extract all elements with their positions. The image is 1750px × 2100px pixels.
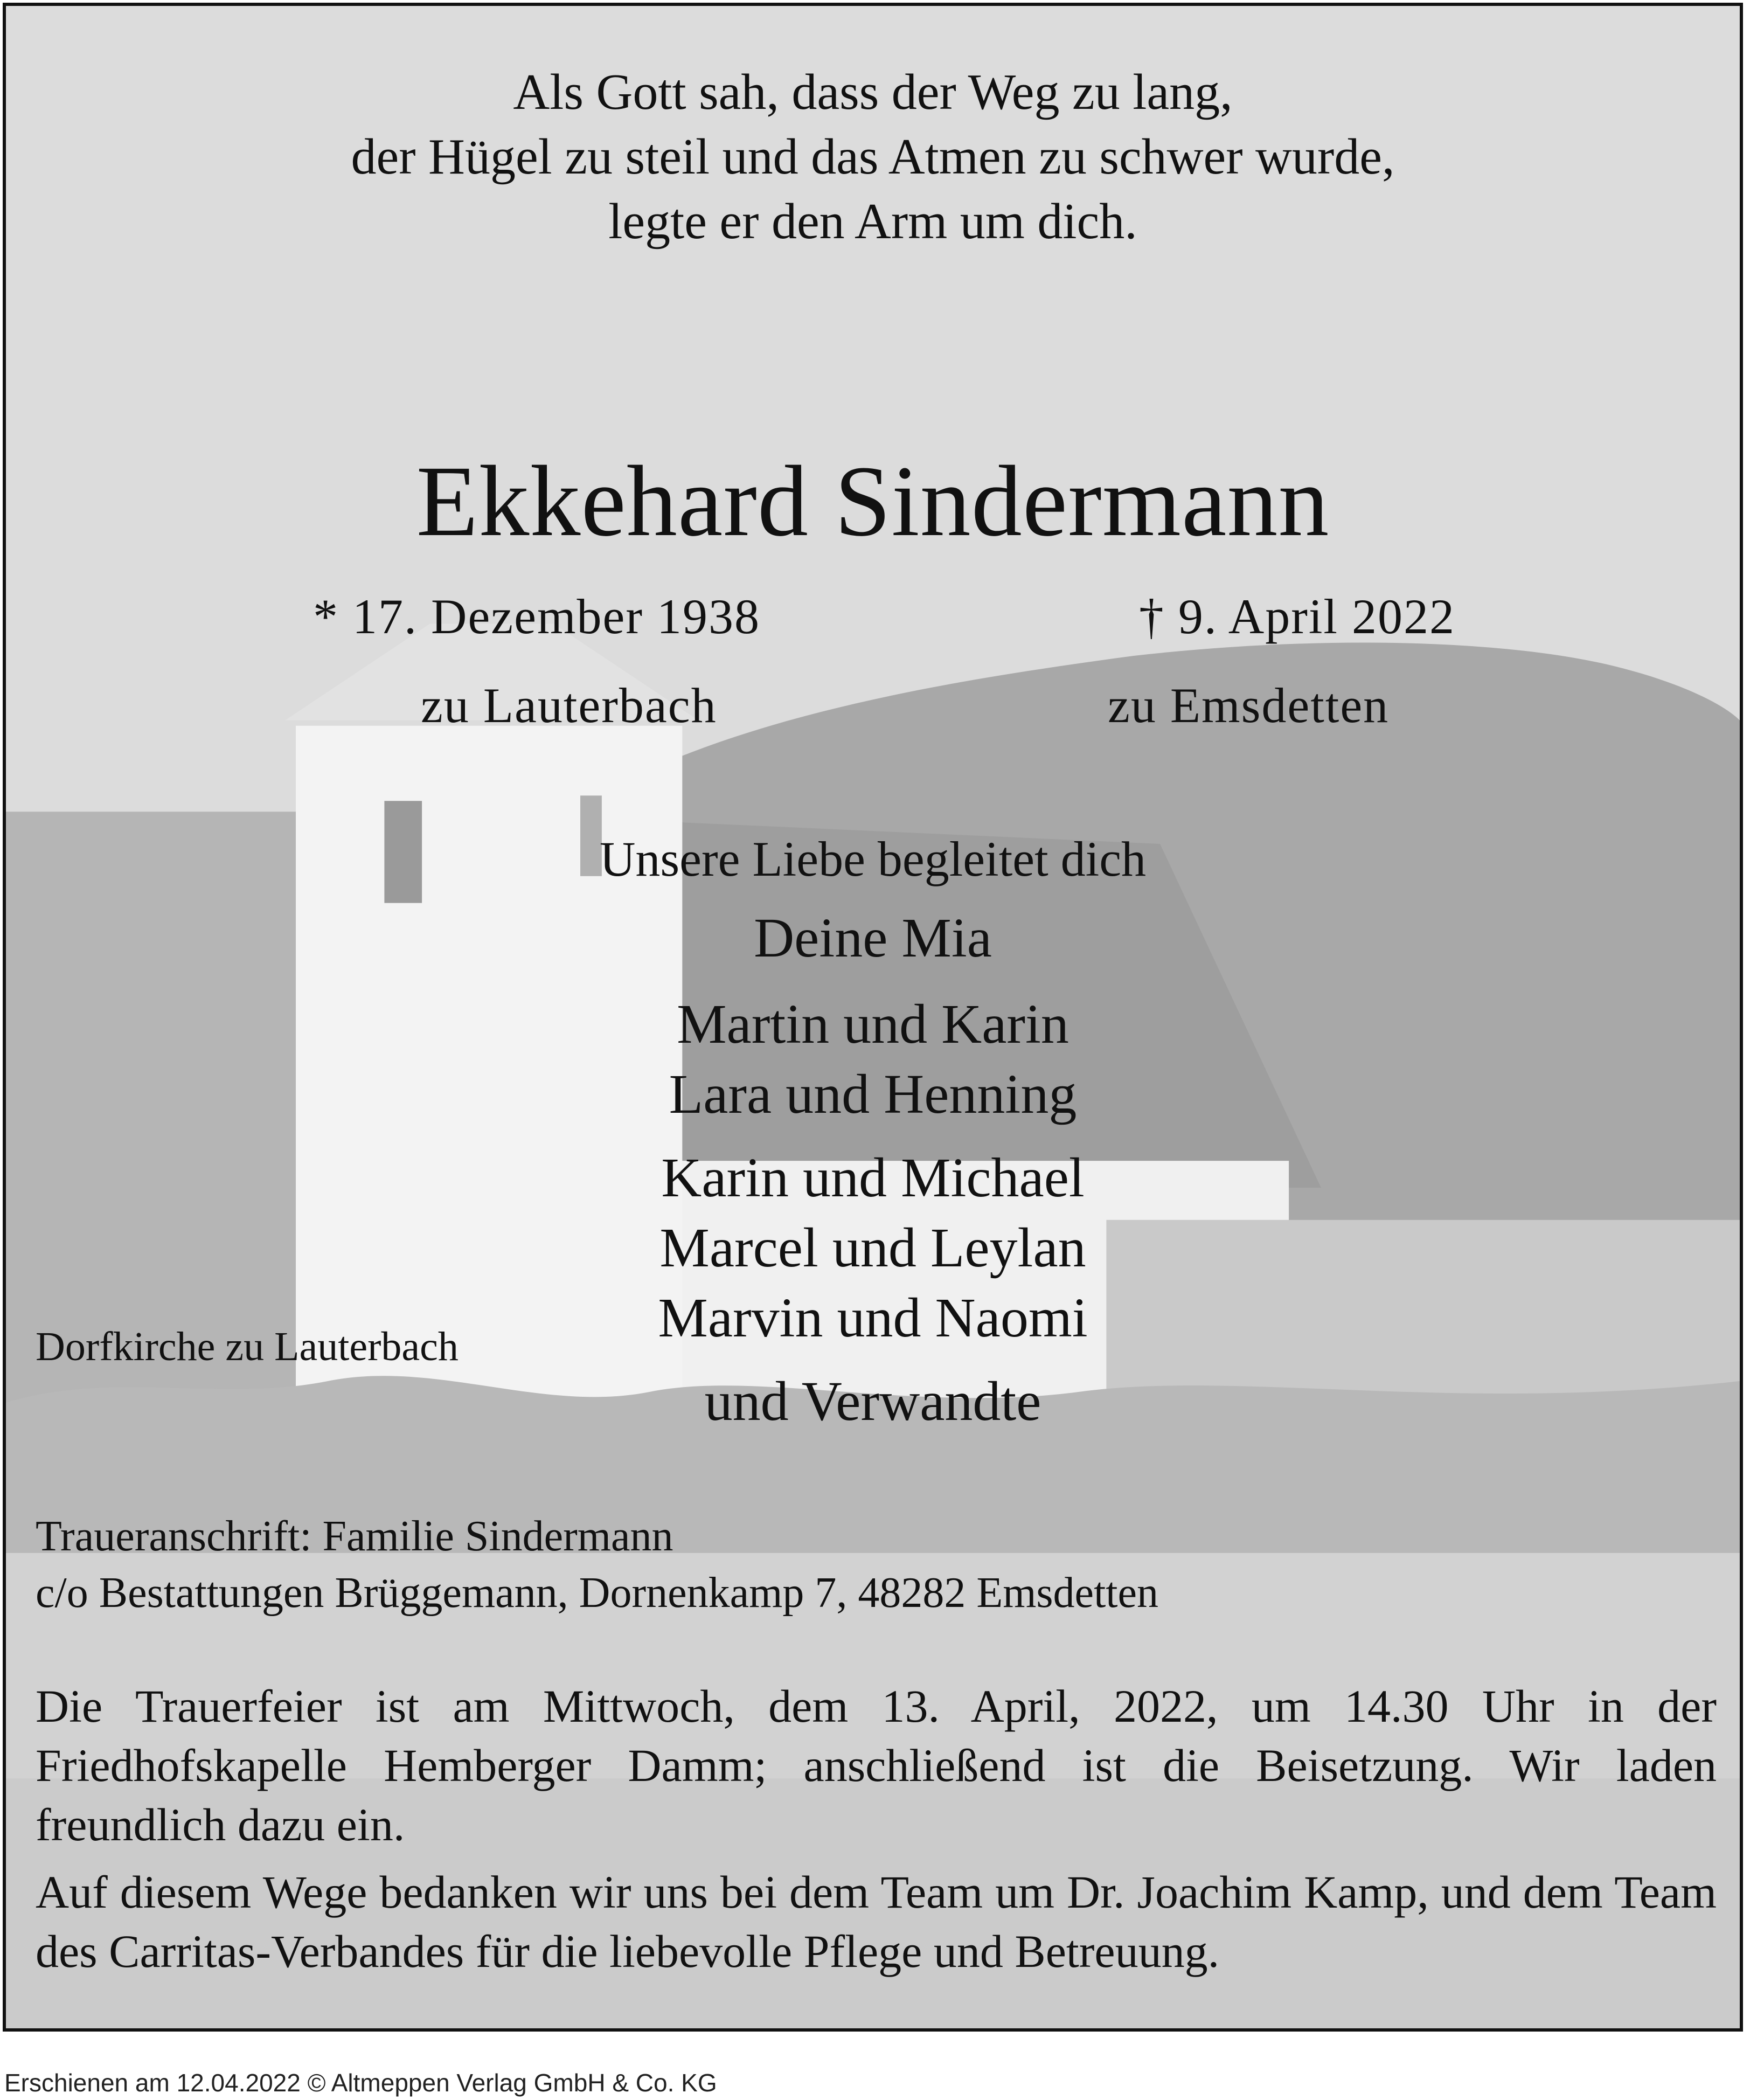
- obituary-notice: [3, 3, 1743, 2032]
- mourner-line: Lara und Henning: [669, 1063, 1077, 1125]
- death-date: † 9. April 2022: [1138, 589, 1455, 644]
- birth-place: zu Lauterbach: [421, 678, 717, 733]
- death-place: zu Emsdetten: [1108, 678, 1390, 733]
- thanks-paragraph: Auf diesem Wege bedanken wir uns bei dem Team um Dr. Joachim Kamp, und dem Team des Carritas-Verbandes für die liebevolle Pflege und Betreuung.: [36, 1866, 1717, 1977]
- address-line-1: Traueranschrift: Familie Sindermann: [36, 1513, 673, 1560]
- deceased-name: Ekkehard Sindermann: [416, 445, 1330, 557]
- mourner-line: Deine Mia: [754, 907, 992, 969]
- mourner-line: Karin und Michael: [661, 1147, 1085, 1209]
- poem-line-3: legte er den Arm um dich.: [608, 193, 1137, 249]
- mourner-line: Marcel und Leylan: [659, 1217, 1086, 1279]
- mourner-line: und Verwandte: [704, 1370, 1041, 1432]
- mourner-line: Martin und Karin: [677, 993, 1069, 1055]
- ceremony-paragraph: Die Trauerfeier ist am Mittwoch, dem 13. April, 2022, um 14.30 Uhr in der Friedhofskapelle Hemberger Damm; anschließend ist die Beisetzung. Wir laden freundlich dazu ein.: [36, 1680, 1717, 1851]
- birth-date: * 17. Dezember 1938: [313, 589, 760, 644]
- poem-line-2: der Hügel zu steil und das Atmen zu schwer wurde,: [351, 129, 1395, 185]
- mourner-line: Marvin und Naomi: [658, 1287, 1088, 1349]
- poem-line-1: Als Gott sah, dass der Weg zu lang,: [513, 64, 1233, 120]
- address-line-2: c/o Bestattungen Brüggemann, Dornenkamp 7, 48282 Emsdetten: [36, 1569, 1159, 1617]
- mourners-intro: Unsere Liebe begleitet dich: [599, 831, 1147, 886]
- publication-footer: Erschienen am 12.04.2022 © Altmeppen Verlag GmbH & Co. KG: [4, 2069, 717, 2097]
- photo-caption: Dorfkirche zu Lauterbach: [36, 1324, 459, 1369]
- poem: [6, 60, 1740, 254]
